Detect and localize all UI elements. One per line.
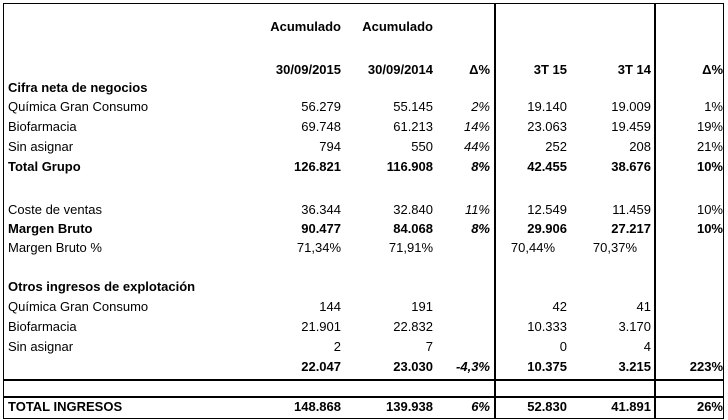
header-delta-1: Δ% xyxy=(469,62,490,77)
cell-delta-acum: 6% xyxy=(471,399,490,414)
cell-3t15: 29.906 xyxy=(527,221,567,236)
cell-acum-2014: 139.938 xyxy=(386,399,433,414)
header-acumulado-1: Acumulado xyxy=(270,19,341,34)
cell-3t14: 38.676 xyxy=(611,159,651,174)
row-label: Coste de ventas xyxy=(8,202,102,217)
cell-3t14: 19.009 xyxy=(611,99,651,114)
header-3t14: 3T 14 xyxy=(617,62,651,77)
cell-delta-acum: -4,3% xyxy=(456,359,490,374)
cell-delta-acum: 8% xyxy=(471,159,490,174)
header-acumulado-2: Acumulado xyxy=(362,19,433,34)
cell-acum-2015: 144 xyxy=(319,299,341,314)
cell-acum-2015: 69.748 xyxy=(301,119,341,134)
column-divider-1 xyxy=(494,3,496,419)
cell-acum-2015: 148.868 xyxy=(294,399,341,414)
cell-acum-2014: 191 xyxy=(411,299,433,314)
cell-3t15: 23.063 xyxy=(527,119,567,134)
cell-acum-2014: 22.832 xyxy=(393,319,433,334)
cell-acum-2015: 36.344 xyxy=(301,202,341,217)
row-label: Margen Bruto % xyxy=(8,240,102,255)
cell-delta-acum: 14% xyxy=(463,119,490,134)
cell-delta-acum: 11% xyxy=(464,202,490,217)
cell-acum-2015: 71,34% xyxy=(296,240,341,255)
cell-delta-3t: 10% xyxy=(696,202,723,217)
cell-delta-3t: 10% xyxy=(696,221,723,236)
row-label: Biofarmacia xyxy=(8,119,77,134)
cell-3t14: 19.459 xyxy=(611,119,651,134)
cell-3t14: 3.215 xyxy=(618,359,651,374)
cell-3t14: 41 xyxy=(636,299,651,314)
cell-acum-2015: 56.279 xyxy=(301,99,341,114)
row-divider-1 xyxy=(3,379,724,381)
cell-delta-acum: 8% xyxy=(471,221,490,236)
row-label: Sin asignar xyxy=(8,139,74,154)
cell-3t15: 0 xyxy=(559,339,567,354)
cell-3t14: 4 xyxy=(643,339,651,354)
header-date-2014: 30/09/2014 xyxy=(367,62,433,77)
row-label: TOTAL INGRESOS xyxy=(8,399,123,414)
cell-3t15: 70,44% xyxy=(510,240,555,255)
cell-3t14: 70,37% xyxy=(592,240,637,255)
row-label: Química Gran Consumo xyxy=(8,299,149,314)
cell-acum-2014: 550 xyxy=(411,139,433,154)
cell-3t15: 252 xyxy=(545,139,567,154)
cell-acum-2014: 7 xyxy=(425,339,433,354)
section-cifra-neta: Cifra neta de negocios xyxy=(8,80,148,95)
cell-acum-2015: 90.477 xyxy=(301,221,341,236)
cell-delta-acum: 2% xyxy=(471,99,490,114)
cell-delta-3t: 1% xyxy=(704,99,723,114)
cell-3t15: 10.333 xyxy=(527,319,567,334)
row-label: Biofarmacia xyxy=(8,319,77,334)
cell-acum-2014: 32.840 xyxy=(393,202,433,217)
cell-3t15: 52.830 xyxy=(527,399,567,414)
row-label: Total Grupo xyxy=(8,159,81,174)
cell-3t14: 41.891 xyxy=(611,399,651,414)
cell-acum-2015: 21.901 xyxy=(301,319,341,334)
cell-acum-2014: 84.068 xyxy=(393,221,433,236)
row-label: Margen Bruto xyxy=(8,221,93,236)
column-divider-2 xyxy=(654,3,656,419)
row-label: Sin asignar xyxy=(8,339,74,354)
header-3t15: 3T 15 xyxy=(533,62,567,77)
cell-delta-3t: 26% xyxy=(696,399,723,414)
cell-delta-3t: 223% xyxy=(689,359,723,374)
cell-acum-2014: 116.908 xyxy=(386,159,433,174)
cell-3t15: 19.140 xyxy=(527,99,567,114)
cell-acum-2015: 126.821 xyxy=(294,159,341,174)
cell-acum-2014: 71,91% xyxy=(388,240,433,255)
row-divider-2 xyxy=(3,396,724,398)
cell-3t15: 10.375 xyxy=(527,359,567,374)
cell-delta-3t: 19% xyxy=(696,119,723,134)
cell-delta-acum: 44% xyxy=(463,139,490,154)
cell-3t15: 42 xyxy=(552,299,567,314)
cell-acum-2015: 22.047 xyxy=(301,359,341,374)
header-date-2015: 30/09/2015 xyxy=(275,62,341,77)
cell-acum-2015: 794 xyxy=(319,139,341,154)
cell-3t14: 3.170 xyxy=(618,319,651,334)
section-otros-ingresos: Otros ingresos de explotación xyxy=(8,279,196,294)
header-delta-2: Δ% xyxy=(702,62,723,77)
row-label: Química Gran Consumo xyxy=(8,99,149,114)
cell-acum-2015: 2 xyxy=(333,339,341,354)
cell-delta-3t: 10% xyxy=(696,159,723,174)
cell-3t15: 12.549 xyxy=(527,202,567,217)
cell-acum-2014: 61.213 xyxy=(393,119,433,134)
cell-acum-2014: 23.030 xyxy=(393,359,433,374)
cell-3t15: 42.455 xyxy=(527,159,567,174)
cell-3t14: 27.217 xyxy=(611,221,651,236)
cell-acum-2014: 55.145 xyxy=(393,99,433,114)
cell-3t14: 208 xyxy=(629,139,651,154)
cell-3t14: 11.459 xyxy=(612,202,651,217)
cell-delta-3t: 21% xyxy=(696,139,723,154)
